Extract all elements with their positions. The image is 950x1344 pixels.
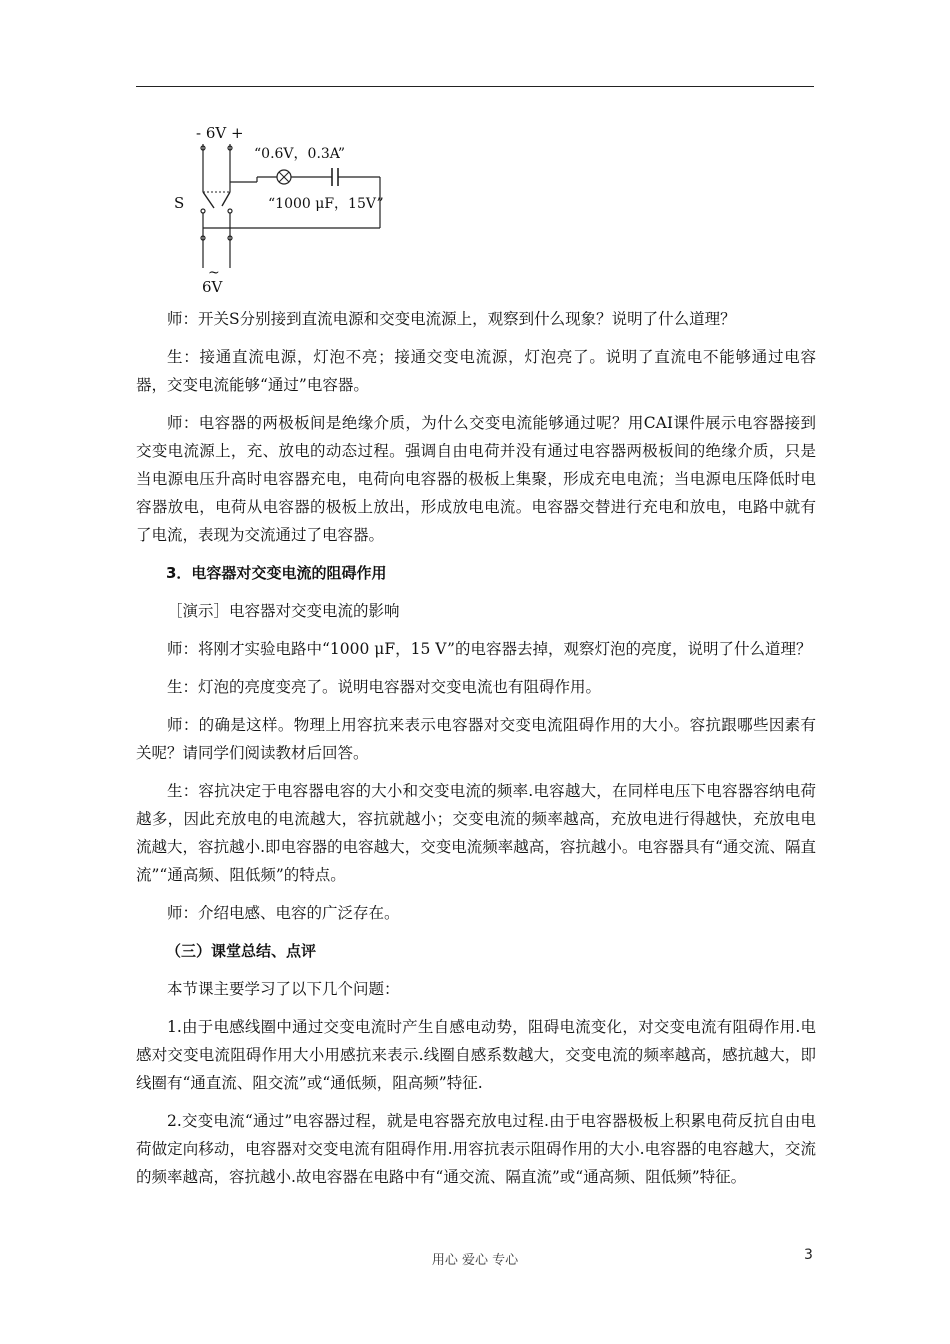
section-heading: 3．电容器对交变电流的阻碍作用 bbox=[166, 564, 387, 582]
paragraph: 1.由于电感线圈中通过交变电流时产生自感电动势，阻碍电流变化，对交变电流有阻碍作用.电感对交变电流阻碍作用大小用感抗来表示.线圈自感系数越大，交变电流的频率越高，感抗越大，即线圈有“通直流、阻交流”或“通低频，阻高频”特征. bbox=[136, 1018, 816, 1092]
paragraph: 师：开关S分别接到直流电源和交变电流源上，观察到什么现象？说明了什么道理？ bbox=[167, 310, 736, 328]
dc-supply-label: - 6V + bbox=[196, 124, 244, 142]
ac-supply-label: 6V bbox=[202, 278, 223, 296]
document-body bbox=[136, 305, 816, 1201]
paragraph: 2.交变电流“通过”电容器过程，就是电容器充放电过程.由于电容器极板上积累电荷反抗自由电荷做定向移动，电容器对交变电流有阻碍作用.用容抗表示阻碍作用的大小.电容器的电容越大，交流的频率越高，容抗越小.故电容器在电路中有“通交流、隔直流”或“通高频、阻低频”特征。 bbox=[136, 1112, 816, 1186]
header-rule bbox=[136, 86, 814, 87]
footer-slogan: 用心 爱心 专心 bbox=[431, 1253, 519, 1268]
paragraph: ［演示］电容器对交变电流的影响 bbox=[167, 602, 400, 620]
switch-label: S bbox=[174, 194, 185, 212]
section-heading: （三）课堂总结、点评 bbox=[166, 942, 317, 960]
paragraph: 师：电容器的两极板间是绝缘介质，为什么交变电流能够通过呢？用CAI课件展示电容器接到交变电流源上，充、放电的动态过程。强调自由电荷并没有通过电容器两极板间的绝缘介质，只是当电源电压升高时电容器充电，电荷向电容器的极板上集聚，形成充电电流；当电源电压降低时电容器放电，电荷从电容器的极板上放出，形成放电电流。电容器交替进行充电和放电，电路中就有了电流，表现为交流通过了电容器。 bbox=[136, 414, 816, 544]
paragraph: 师：将刚才实验电路中“1000 μF，15 V”的电容器去掉，观察灯泡的亮度，说明了什么道理？ bbox=[167, 640, 812, 658]
paragraph: 生：容抗决定于电容器电容的大小和交变电流的频率.电容越大，在同样电压下电容器容纳电荷越多，因此充放电的电流越大，容抗就越小；交变电流的频率越高，充放电进行得越快，充放电电流越大，容抗越小.即电容器的电容越大，交变电流频率越高，容抗越小。电容器具有“通交流、隔直流”“通高频、阻低频”的特点。 bbox=[136, 782, 816, 884]
capacitor-rating-label: “1000 μF，15V” bbox=[268, 196, 384, 212]
paragraph: 生：接通直流电源，灯泡不亮；接通交变电流源，灯泡亮了。说明了直流电不能够通过电容器，交变电流能够“通过”电容器。 bbox=[136, 348, 816, 394]
lamp-icon bbox=[277, 170, 291, 184]
capacitor-icon bbox=[332, 168, 338, 186]
paragraph: 本节课主要学习了以下几个问题： bbox=[167, 980, 400, 998]
page-number: 3 bbox=[804, 1247, 813, 1263]
ac-symbol: ~ bbox=[208, 265, 220, 281]
paragraph: 生：灯泡的亮度变亮了。说明电容器对交变电流也有阻碍作用。 bbox=[167, 678, 602, 696]
lamp-rating-label: “0.6V，0.3A” bbox=[254, 146, 346, 162]
paragraph: 师：介绍电感、电容的广泛存在。 bbox=[167, 904, 400, 922]
circuit-diagram bbox=[170, 120, 410, 300]
paragraph: 师：的确是这样。物理上用容抗来表示电容器对交变电流阻碍作用的大小。容抗跟哪些因素有关呢？请同学们阅读教材后回答。 bbox=[136, 716, 816, 762]
